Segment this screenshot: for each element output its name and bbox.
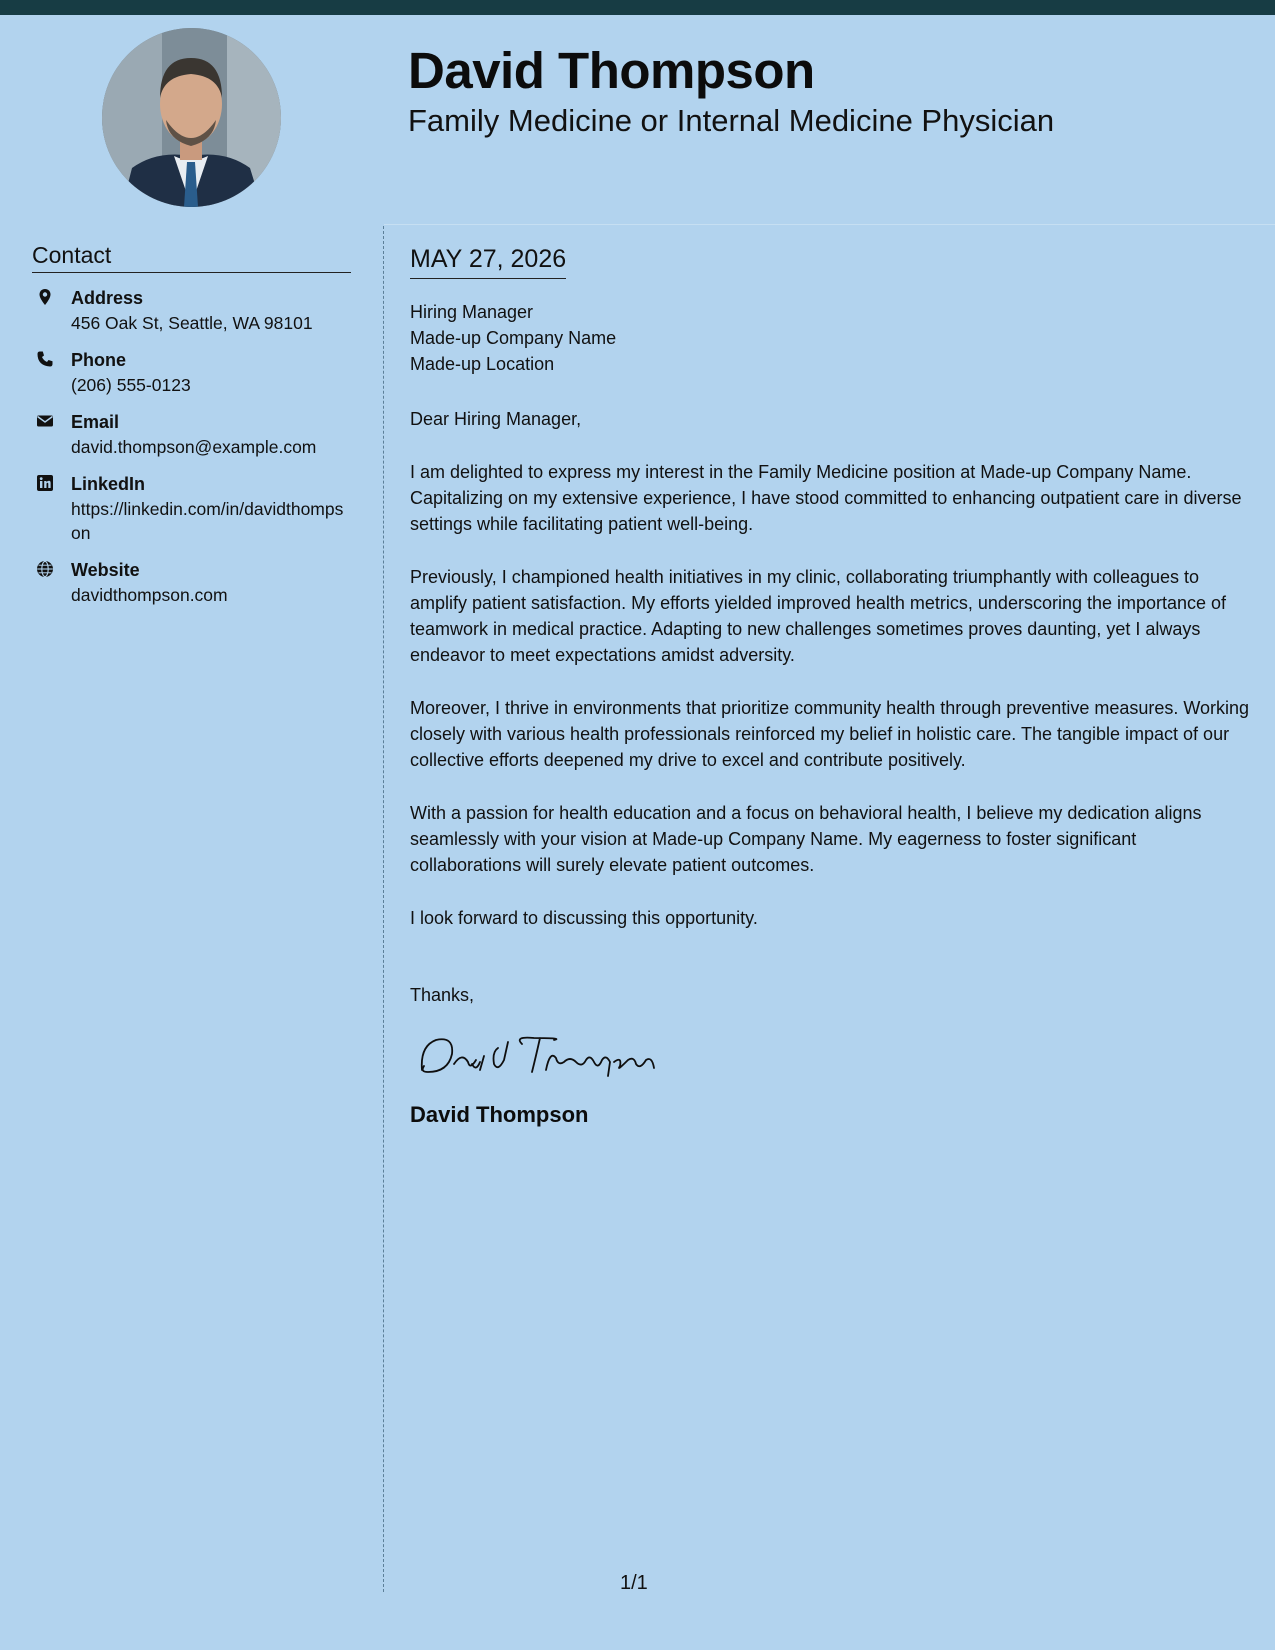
- contact-label-address: Address: [71, 288, 144, 308]
- recipient-line: Hiring Manager: [410, 302, 534, 322]
- contact-heading: Contact: [32, 240, 351, 273]
- contact-value-website[interactable]: davidthompson.com: [71, 585, 228, 605]
- body-paragraph: With a passion for health education and a focus on behavioral health, I believe my dedication aligns seamlessly with your vision at Made-up Company Name. My eagerness to foster significant collaborations will surely elevate patient outcomes.: [410, 803, 1202, 875]
- contact-label-linkedin: LinkedIn: [71, 474, 146, 494]
- contact-value-linkedin[interactable]: https://linkedin.com/in/davidthompson: [71, 499, 344, 543]
- contact-label-website: Website: [71, 560, 140, 580]
- sign-off: Thanks,: [410, 985, 475, 1005]
- body-paragraph: Previously, I championed health initiatives in my clinic, collaborating triumphantly with colleagues to amplify patient satisfaction. My efforts yielded improved health metrics, underscoring the importance of teamwork in medical practice. Adapting to new challenges sometimes proves daunting, yet I always endeavor to meet expectations amidst adversity.: [410, 567, 1227, 665]
- contact-label-phone: Phone: [71, 350, 127, 370]
- cover-letter: [410, 242, 1250, 1130]
- salutation: Dear Hiring Manager,: [410, 409, 582, 429]
- contact-item-linkedin: [32, 472, 352, 545]
- header-divider: [384, 224, 1275, 225]
- contact-value-email[interactable]: david.thompson@example.com: [71, 437, 317, 457]
- column-divider: [383, 226, 384, 1592]
- contact-item-email: [32, 410, 352, 459]
- top-accent-bar: [0, 0, 1275, 15]
- recipient-line: Made-up Location: [410, 354, 555, 374]
- letter-date: MAY 27, 2026: [410, 242, 566, 279]
- recipient-block: [410, 299, 1250, 377]
- contact-sidebar: [32, 240, 352, 607]
- map-pin-icon: [36, 288, 54, 306]
- recipient-line: Made-up Company Name: [410, 328, 617, 348]
- profile-photo: [102, 28, 281, 207]
- signer-name: David Thompson: [410, 1102, 589, 1127]
- contact-value-phone: (206) 555-0123: [71, 375, 191, 395]
- contact-label-email: Email: [71, 412, 120, 432]
- handwritten-signature: [414, 1026, 1250, 1086]
- contact-item-website: [32, 558, 352, 607]
- body-paragraph: Moreover, I thrive in environments that prioritize community health through preventive measures. Working closely with various health professionals reinforced my belief in holistic care. The tangible impact of our collective efforts deepened my drive to excel and contribute positively.: [410, 698, 1250, 770]
- envelope-icon: [36, 412, 54, 430]
- header-job-title: Family Medicine or Internal Medicine Physician: [408, 103, 1055, 138]
- page-number: 1/1: [620, 1572, 648, 1594]
- globe-icon: [36, 560, 54, 578]
- header-name: David Thompson: [408, 42, 815, 99]
- body-paragraph: I am delighted to express my interest in the Family Medicine position at Made-up Company Name. Capitalizing on my extensive experience, I have stood committed to enhancing outpatient care in diverse settings while facilitating patient well-being.: [410, 462, 1242, 534]
- contact-item-phone: [32, 348, 352, 397]
- signature-graphic: [414, 1026, 674, 1082]
- contact-value-address: 456 Oak St, Seattle, WA 98101: [71, 313, 313, 333]
- closing-line: I look forward to discussing this opportunity.: [410, 908, 758, 928]
- contact-item-address: [32, 286, 352, 335]
- linkedin-icon: [36, 474, 54, 492]
- phone-icon: [36, 350, 54, 368]
